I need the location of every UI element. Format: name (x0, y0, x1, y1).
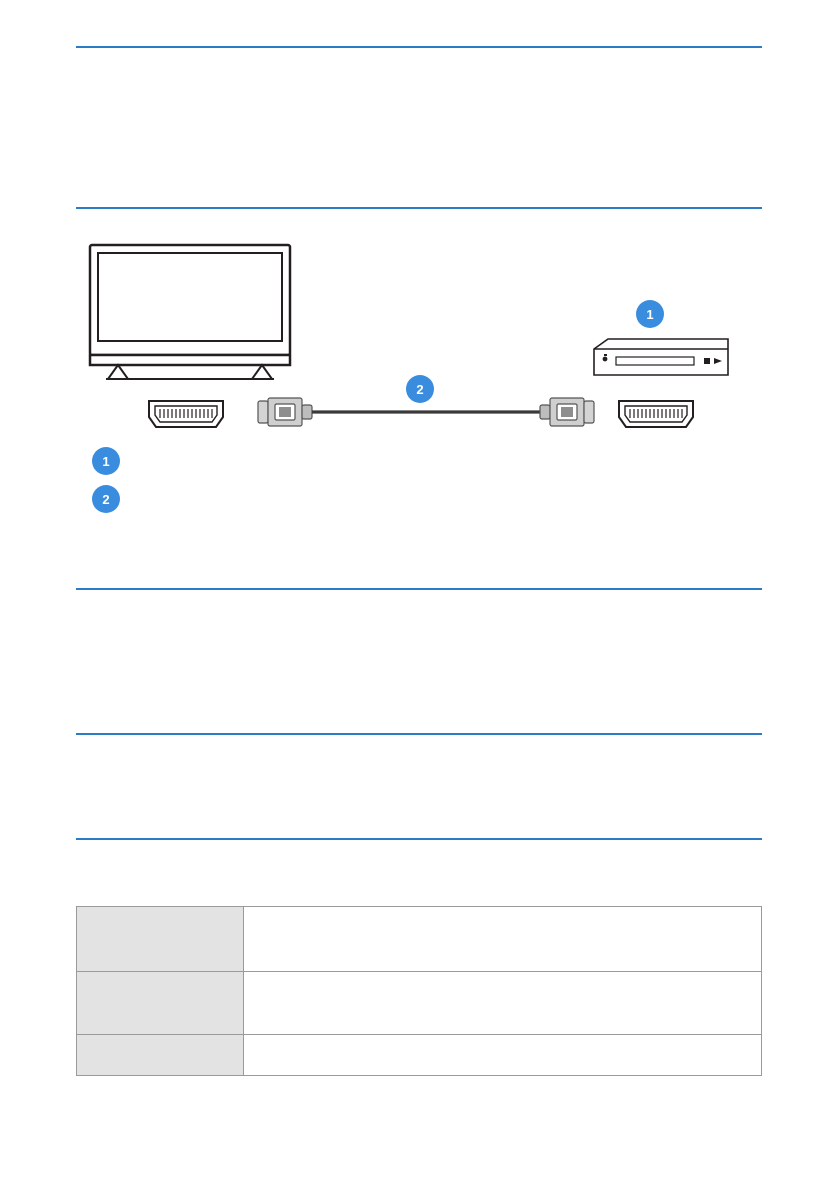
table-row (77, 1035, 762, 1076)
callout-badge-cable: 2 (406, 375, 434, 403)
callout-list-badge-2: 2 (92, 485, 120, 513)
spec-table (76, 906, 762, 1076)
table-cell-label (77, 1035, 244, 1076)
section-middle (78, 598, 762, 602)
divider-rule-4 (76, 733, 762, 735)
section-table-intro (78, 848, 762, 852)
disc-player-icon (586, 335, 736, 388)
divider-rule-5 (76, 838, 762, 840)
table-cell-label (77, 972, 244, 1035)
callout-list-badge-1: 1 (92, 447, 120, 475)
table-cell-value (244, 972, 762, 1035)
divider-rule-1 (76, 46, 762, 48)
table-row (77, 972, 762, 1035)
connection-diagram (76, 225, 762, 525)
section-note (78, 743, 762, 747)
divider-rule-3 (76, 588, 762, 590)
table-row (77, 907, 762, 972)
table-cell-value (244, 907, 762, 972)
table-cell-label (77, 907, 244, 972)
callout-badge-device: 1 (636, 300, 664, 328)
hdmi-port-right-icon (616, 397, 696, 436)
section-top (78, 56, 762, 60)
hdmi-port-left-icon (146, 397, 226, 436)
tv-icon (88, 243, 303, 388)
table-cell-value (244, 1035, 762, 1076)
divider-rule-2 (76, 207, 762, 209)
